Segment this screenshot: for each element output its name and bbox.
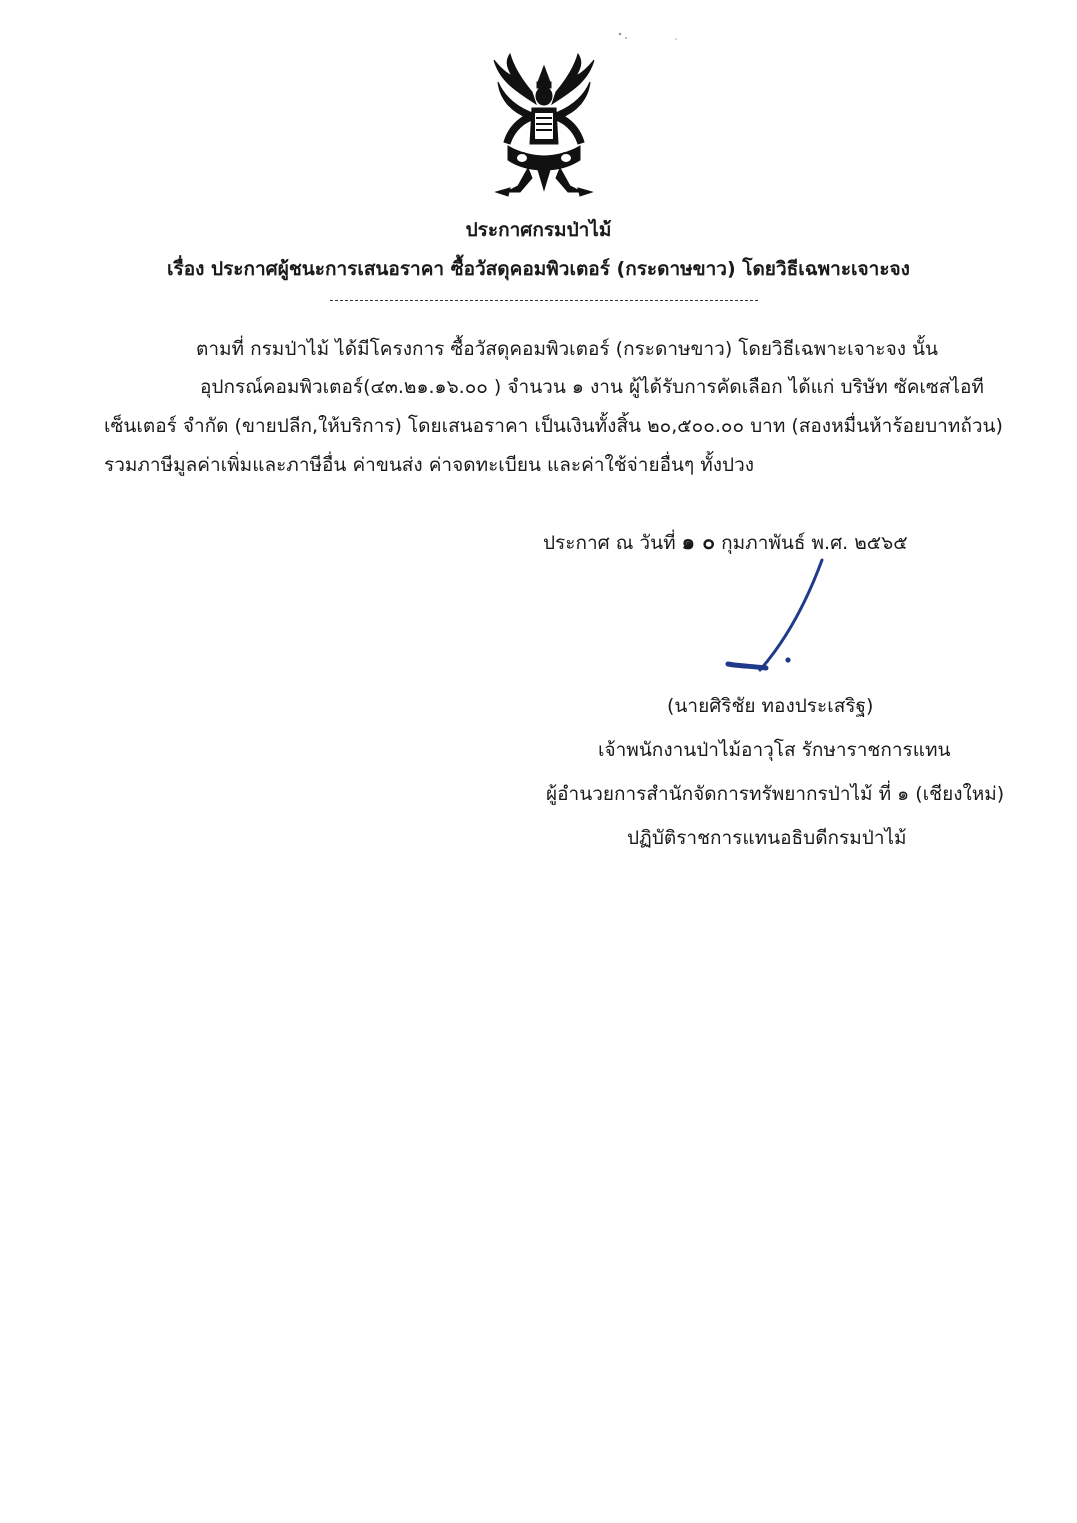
body-line: ตามที่ กรมป่าไม้ ได้มีโครงการ ซื้อวัสดุคอมพิวเตอร์ (กระดาษขาว) โดยวิธีเฉพาะเจาะจง นั้น bbox=[196, 338, 938, 360]
date-suffix: กุมภาพันธ์ พ.ศ. ๒๕๖๕ bbox=[721, 532, 908, 554]
page-title: ประกาศกรมป่าไม้ bbox=[465, 219, 612, 241]
announcement-date bbox=[543, 530, 908, 555]
subject-line: เรื่อง ประกาศผู้ชนะการเสนอราคา ซื้อวัสดุคอมพิวเตอร์ (กระดาษขาว) โดยวิธีเฉพาะเจาะจง bbox=[167, 258, 910, 280]
signatory-name: (นายศิริชัย ทองประเสริฐ) bbox=[667, 695, 874, 717]
scan-speck bbox=[616, 30, 686, 46]
signatory-position: เจ้าพนักงานป่าไม้อาวุโส รักษาราชการแทน bbox=[598, 739, 951, 761]
signatory-position: ผู้อำนวยการสำนักจัดการทรัพยากรป่าไม้ ที่ ๑ (เชียงใหม่) bbox=[546, 783, 1005, 805]
body-line: เซ็นเตอร์ จำกัด (ขายปลีก,ให้บริการ) โดยเสนอราคา เป็นเงินทั้งสิ้น ๒๐,๕๐๐.๐๐ บาท (สองหมื่นห้าร้อยบาทถ้วน) bbox=[104, 415, 1003, 437]
date-prefix: ประกาศ ณ วันที่ bbox=[543, 532, 676, 554]
signature-icon bbox=[718, 558, 858, 678]
garuda-emblem-icon bbox=[488, 52, 600, 198]
signatory-position: ปฏิบัติราชการแทนอธิบดีกรมป่าไม้ bbox=[627, 827, 907, 849]
body-line: รวมภาษีมูลค่าเพิ่มและภาษีอื่น ค่าขนส่ง ค่าจดทะเบียน และค่าใช้จ่ายอื่นๆ ทั้งปวง bbox=[104, 454, 755, 476]
body-line: อุปกรณ์คอมพิวเตอร์(๔๓.๒๑.๑๖.๐๐ ) จำนวน ๑ งาน ผู้ได้รับการคัดเลือก ได้แก่ บริษัท ซัคเซสไอที bbox=[200, 376, 984, 398]
date-day: ๑ ๐ bbox=[681, 530, 716, 554]
divider bbox=[330, 300, 758, 301]
